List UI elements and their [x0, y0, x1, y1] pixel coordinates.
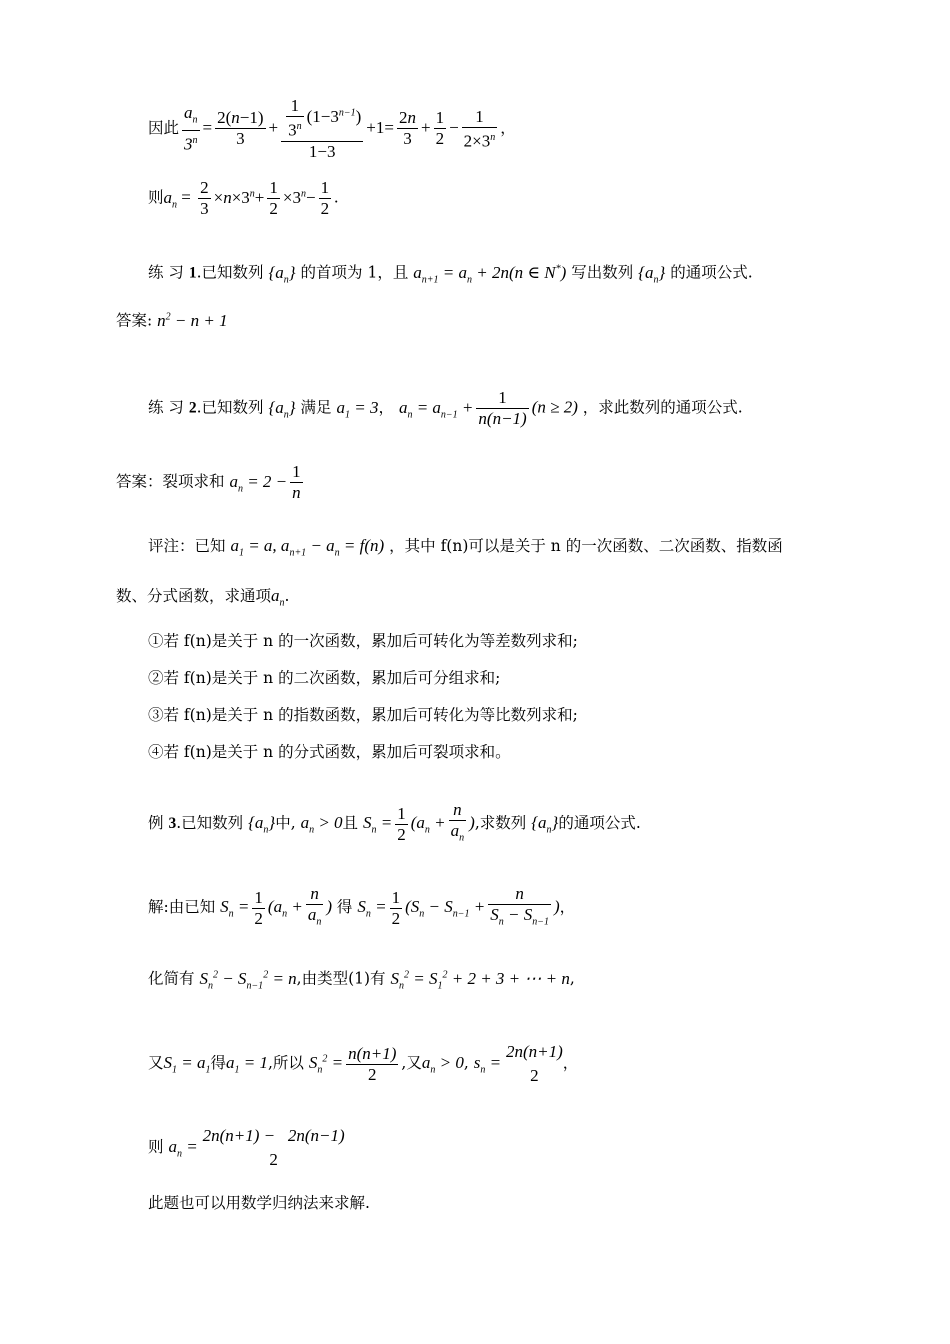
case-2: ②若 f(n)是关于 n 的二次函数，累加后可分组求和; — [148, 669, 501, 687]
derivation-line-2: 则$a_n$ = $\frac{2}{3}$ $\times n\times 3^n+$ $\frac{1}{2}$ $\times 3^n-$ $\frac{1}{2}$ . — [148, 178, 339, 218]
exercise-1: 练 习 1.已知数列 $\{a_n\}$ 的首项为 1，且 $a_{n+1} = a_n + 2n(n$ ∈ N*) 写出数列 $\{a_n\}$ 的通项公式. — [148, 262, 753, 286]
note-line-2: 数、分式函数，求通项$a_n$. — [116, 586, 290, 609]
note-line-1: 评注：已知 $a_1 = a$, $a_{n+1} - a_n = f(n)$ ，其中 f(n)可以是关于 n 的一次函数、二次函数、指数函 — [148, 536, 783, 559]
solution-line: 解:由已知 $S_n$ = $\frac{1}{2}$ ($a_n$ + $\frac{n}{a_n}$ ) 得 $S_n$ = $\frac{1}{2}$ ($S_n - S_{n-1}$ + $\frac{n}{S_n - S_{n-1}}$ )， — [148, 884, 576, 928]
example-3: 例 3.已知数列 $\{a_n\}$中, $a_n > 0$且 $S_n$ = $\frac{1}{2}$ ($a_n$ + $\frac{n}{a_n}$ ),求数列 $\{a_n\}$的通项公式. — [148, 800, 641, 844]
answer-1: 答案: $n^2 - n + 1$ — [116, 310, 228, 330]
derivation-line-1: 因此 $\frac{a_n}{3^n}$ = $\frac{2(n-1)}{3}$ + $\frac{1}{3^n}$ $(1-3^{n-1})$ 1−3 +1= $\frac{2n}{3}$ + $\frac{1}{2}$ − $\frac{1}{2\times 3^n}$ ， — [148, 96, 516, 161]
case-1: ①若 f(n)是关于 n 的一次函数，累加后可转化为等差数列求和; — [148, 632, 578, 650]
formula: $\frac{a_n}{3^n}$ — [184, 102, 198, 154]
case-3: ③若 f(n)是关于 n 的指数函数，累加后可转化为等比数列求和; — [148, 706, 578, 724]
exercise-2: 练 习 2.已知数列 $\{a_n\}$ 满足 $a_1 = 3$， $a_n = a_{n-1}$ + $\frac{1}{n(n-1)}$ (n ≥ 2) ，求此数列的通项公式. — [148, 388, 743, 428]
case-4: ④若 f(n)是关于 n 的分式函数，累加后可裂项求和。 — [148, 743, 511, 761]
final-remark: 此题也可以用数学归纳法来求解. — [148, 1194, 370, 1212]
simplify-line: 化简有 $S_n^2 - S_{n-1}^2 = n$,由类型(1)有 $S_n^2 = S_1^2 + 2 + 3$ + ⋯ + n, — [148, 968, 575, 992]
answer-2: 答案：裂项求和 $a_n = 2$ − $\frac{1}{n}$ — [116, 462, 301, 502]
also-line: 又$S_1 = a_1$得$a_1 = 1$,所以 $S_n^2$ = $\frac{n(n+1)}{2}$ ,又$a_n > 0$, $s_n$ = 2n(n+1) 2 ， — [148, 1042, 579, 1085]
then-line: 则 $a_n$ = 2n(n+1) − 2n(n−1) 2 — [148, 1126, 345, 1169]
